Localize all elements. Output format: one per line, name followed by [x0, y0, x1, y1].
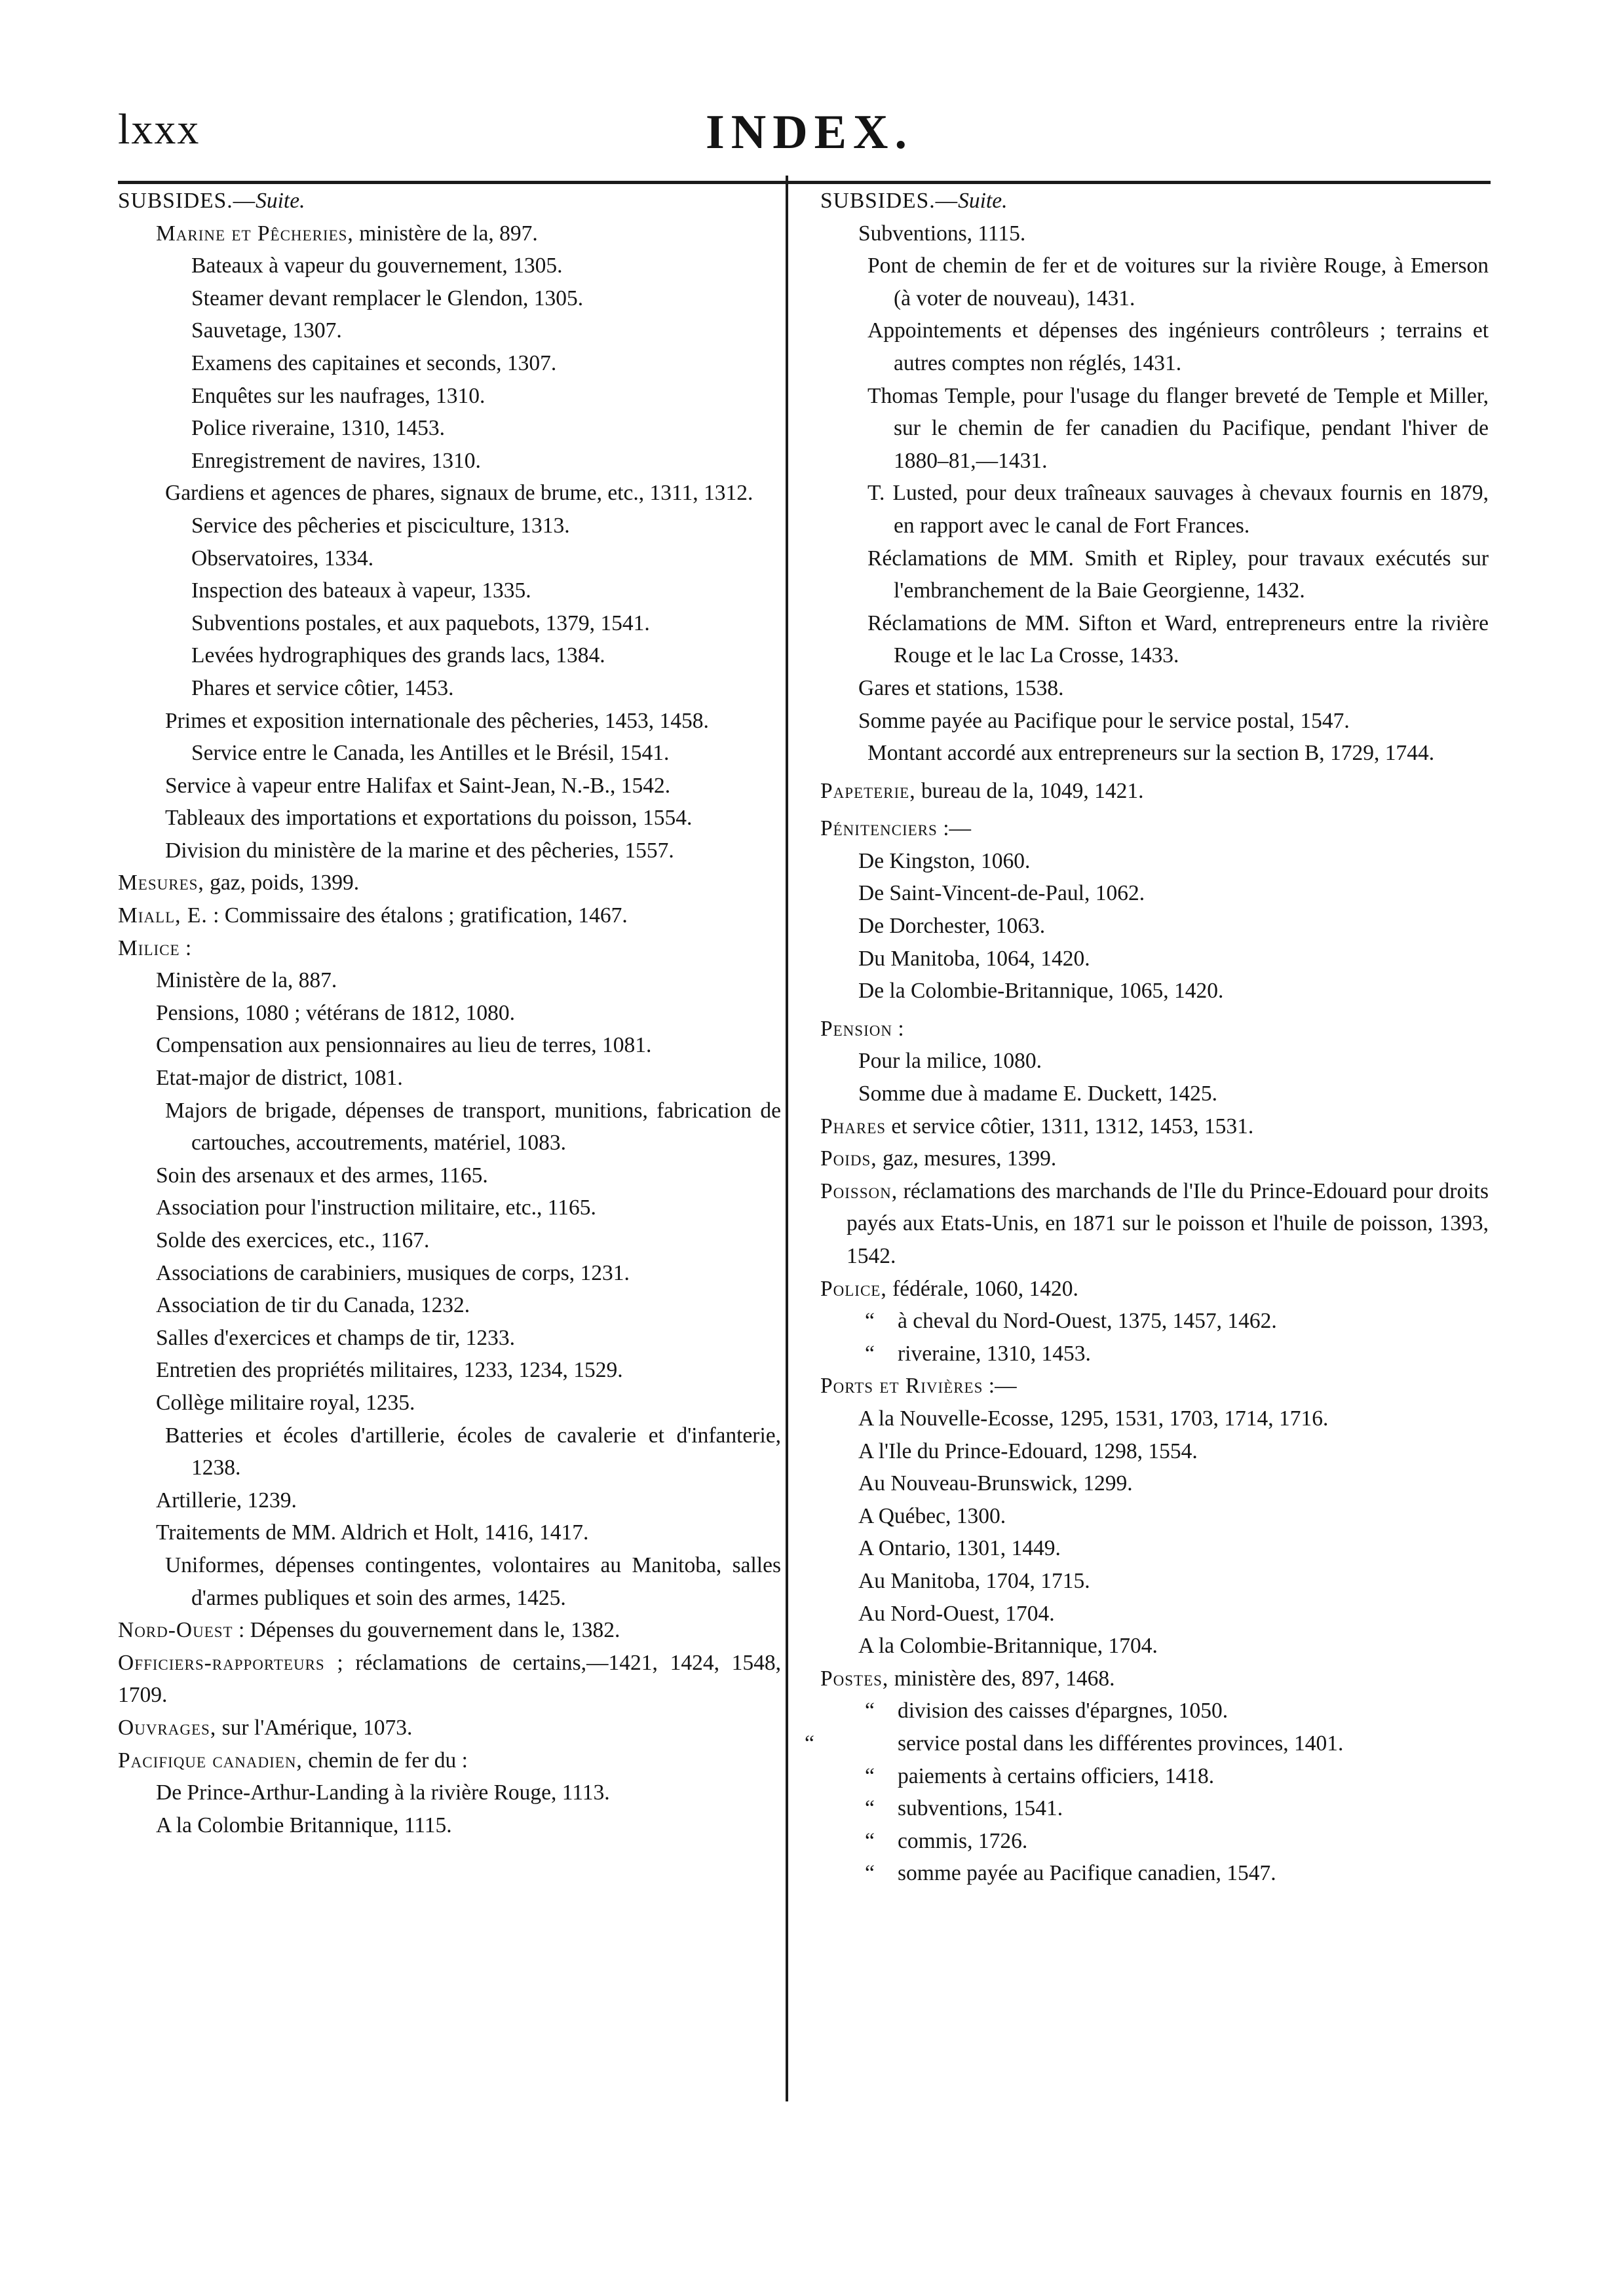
entry-text: ministère des, 897, 1468. — [888, 1666, 1115, 1691]
index-entry — [118, 1744, 781, 1777]
index-entry — [118, 1484, 781, 1517]
index-entry — [820, 1078, 1489, 1110]
index-entry — [820, 1598, 1489, 1630]
index-entry — [118, 542, 781, 575]
entry-text: Association de tir du Canada, 1232. — [156, 1293, 470, 1318]
entry-text: A la Colombie-Britannique, 1704. — [858, 1634, 1158, 1659]
entry-text: : — [180, 935, 192, 960]
entry-text: Pensions, 1080 ; vétérans de 1812, 1080. — [156, 1000, 516, 1025]
index-entry — [820, 705, 1489, 738]
entry-heading: Pension — [820, 1016, 892, 1041]
index-entry — [118, 1289, 781, 1322]
index-entry — [820, 1663, 1489, 1695]
index-entry — [118, 1647, 781, 1712]
entry-text: Steamer devant remplacer le Glendon, 1305. — [191, 286, 584, 311]
index-entry — [118, 250, 781, 282]
entry-text: Subventions postales, et aux paquebots, 1379, 1541. — [191, 611, 650, 635]
index-entry — [118, 1614, 781, 1647]
index-entry — [118, 964, 781, 997]
ditto-mark: “ — [805, 1731, 814, 1756]
entry-text: A la Nouvelle-Ecosse, 1295, 1531, 1703, 1714, 1716. — [858, 1406, 1329, 1431]
entry-text: Primes et exposition internationale des pêcheries, 1453, 1458. — [165, 708, 709, 733]
entry-text: A la Colombie Britannique, 1115. — [156, 1813, 452, 1837]
entry-heading: Poisson, — [820, 1178, 898, 1203]
entry-text: Subventions, 1115. — [858, 221, 1026, 246]
index-entry — [820, 1175, 1489, 1273]
entry-text: : Commissaire des étalons ; gratification, 1467. — [207, 903, 628, 928]
entry-text: : Dépenses du gouvernement dans le, 1382. — [233, 1618, 620, 1643]
entry-text: Batteries et écoles d'artillerie, écoles de cavalerie et d'infanterie, 1238. — [165, 1423, 781, 1480]
entry-heading: Marine et Pêcheries, — [156, 221, 354, 246]
entry-text: Montant accordé aux entrepreneurs sur la section B, 1729, 1744. — [867, 741, 1435, 766]
index-entry — [118, 899, 781, 932]
entry-text: Service entre le Canada, les Antilles et le Brésil, 1541. — [191, 741, 670, 766]
entry-text: Traitements de MM. Aldrich et Holt, 1416, 1417. — [156, 1520, 589, 1545]
entry-text: Division du ministère de la marine et des pêcheries, 1557. — [165, 838, 674, 863]
entry-heading: Milice — [118, 935, 180, 960]
entry-text: A Ontario, 1301, 1449. — [858, 1536, 1061, 1561]
entry-heading: Poids, — [820, 1146, 877, 1171]
header-rule — [118, 181, 1491, 184]
ditto-mark: “ — [865, 1699, 875, 1723]
index-entry — [118, 412, 781, 445]
index-entry — [118, 770, 781, 802]
entry-text: Ministère de la, 887. — [156, 968, 337, 993]
index-entry — [118, 705, 781, 738]
index-entry — [820, 1402, 1489, 1435]
entry-heading: Ports et Rivières — [820, 1374, 983, 1399]
entry-text: Somme due à madame E. Duckett, 1425. — [858, 1082, 1217, 1106]
entry-heading: Nord-Ouest — [118, 1618, 233, 1643]
index-entry — [820, 1630, 1489, 1663]
entry-heading: Ouvrages, — [118, 1715, 217, 1740]
entry-text: Compensation aux pensionnaires au lieu de terres, 1081. — [156, 1033, 652, 1058]
index-entry — [118, 510, 781, 542]
entry-text: à cheval du Nord-Ouest, 1375, 1457, 1462. — [898, 1309, 1277, 1334]
ditto-mark: “ — [865, 1828, 875, 1853]
index-entry — [820, 1565, 1489, 1598]
entry-text: gaz, mesures, 1399. — [877, 1146, 1057, 1171]
index-entry — [118, 1029, 781, 1062]
index-entry — [820, 185, 1489, 217]
entry-text: Association pour l'instruction militaire, etc., 1165. — [156, 1195, 596, 1220]
index-entry — [820, 477, 1489, 542]
entry-text: Réclamations de MM. Smith et Ripley, pour travaux exécutés sur l'embranchement de la Baie Georgienne, 1432. — [867, 546, 1489, 603]
entry-heading: Pacifique canadien, — [118, 1748, 303, 1773]
entry-text: ; réclamations de certains,—1421, 1424, 1548, 1709. — [118, 1650, 781, 1708]
entry-text: Artillerie, 1239. — [156, 1488, 297, 1513]
index-entry — [820, 217, 1489, 250]
index-entry — [118, 574, 781, 607]
entry-text: Bateaux à vapeur du gouvernement, 1305. — [191, 254, 563, 278]
index-entry — [820, 1045, 1489, 1078]
index-entry — [118, 217, 781, 250]
entry-heading: Police, — [820, 1276, 887, 1301]
index-entry — [118, 867, 781, 899]
index-entry — [820, 1532, 1489, 1565]
index-entry — [118, 835, 781, 867]
entry-text: Au Nouveau-Brunswick, 1299. — [858, 1471, 1133, 1496]
ditto-mark: “ — [865, 1861, 875, 1886]
entry-text: Salles d'exercices et champs de tir, 1233. — [156, 1325, 515, 1350]
index-entry — [820, 1273, 1489, 1306]
entry-text: A l'Ile du Prince-Edouard, 1298, 1554. — [858, 1439, 1198, 1463]
right-column — [805, 185, 1489, 1890]
index-entry — [118, 1712, 781, 1744]
index-entry — [118, 1257, 781, 1290]
entry-text: T. Lusted, pour deux traîneaux sauvages à chevaux fournis en 1879, en rapport avec le canal de Fort Frances. — [867, 481, 1489, 538]
index-entry — [820, 1792, 1489, 1825]
index-entry — [118, 1062, 781, 1095]
index-entry — [820, 1142, 1489, 1175]
entry-text: Majors de brigade, dépenses de transport, munitions, fabrication de cartouches, accoutrements, matériel, 1083. — [165, 1098, 781, 1156]
entry-text: subventions, 1541. — [898, 1796, 1063, 1821]
entry-text: Appointements et dépenses des ingénieurs contrôleurs ; terrains et autres comptes non réglés, 1431. — [867, 318, 1489, 375]
entry-text: Pont de chemin de fer et de voitures sur la rivière Rouge, à Emerson (à voter de nouveau), 1431. — [867, 254, 1489, 311]
index-entry — [820, 250, 1489, 314]
index-entry — [820, 877, 1489, 910]
index-entry — [805, 1727, 1489, 1760]
entry-text: Service à vapeur entre Halifax et Saint-Jean, N.-B., 1542. — [165, 773, 671, 798]
index-entry — [820, 1500, 1489, 1533]
index-entry — [118, 1516, 781, 1549]
index-entry — [820, 910, 1489, 943]
index-entry — [820, 975, 1489, 1007]
index-entry — [118, 1224, 781, 1257]
index-entry — [118, 1387, 781, 1420]
entry-text: ministère de la, 897. — [353, 221, 538, 246]
entry-text: Examens des capitaines et seconds, 1307. — [191, 350, 557, 375]
ditto-mark: “ — [865, 1763, 875, 1788]
entry-text: sur l'Amérique, 1073. — [216, 1715, 413, 1740]
index-entry — [118, 1192, 781, 1224]
index-entry — [118, 639, 781, 672]
entry-text: service postal dans les différentes provinces, 1401. — [898, 1731, 1344, 1756]
index-entry — [118, 1809, 781, 1842]
entry-text: Au Manitoba, 1704, 1715. — [858, 1568, 1090, 1593]
entry-text: Thomas Temple, pour l'usage du flanger breveté de Temple et Miller, sur le chemin de fer canadien du Pacifique, pendant l'hiver de 1880–81,—1431. — [867, 383, 1489, 473]
entry-text: Tableaux des importations et exportations du poisson, 1554. — [165, 806, 693, 831]
entry-text: De la Colombie-Britannique, 1065, 1420. — [858, 979, 1224, 1004]
entry-heading: Officiers-rapporteurs — [118, 1650, 325, 1675]
entry-heading: Postes, — [820, 1666, 889, 1691]
entry-text: Collège militaire royal, 1235. — [156, 1390, 415, 1415]
index-entry — [820, 1467, 1489, 1500]
left-column — [118, 185, 781, 1841]
entry-text: chemin de fer du : — [302, 1748, 468, 1773]
entry-text: Gares et stations, 1538. — [858, 675, 1064, 700]
entry-text: bureau de la, 1049, 1421. — [915, 778, 1144, 803]
index-entry — [820, 542, 1489, 607]
index-entry — [820, 1013, 1489, 1045]
index-entry — [118, 932, 781, 965]
ditto-mark: “ — [865, 1309, 875, 1334]
entry-text: Suite. — [958, 189, 1008, 213]
entry-heading: Pénitenciers — [820, 816, 938, 841]
entry-text: et service côtier, 1311, 1312, 1453, 1531. — [886, 1114, 1254, 1139]
index-entry — [118, 477, 781, 510]
entry-text: paiements à certains officiers, 1418. — [898, 1763, 1215, 1788]
ditto-mark: “ — [865, 1341, 875, 1366]
index-entry — [118, 1095, 781, 1159]
entry-heading: Papeterie, — [820, 778, 916, 803]
index-entry — [118, 1549, 781, 1614]
entry-text: De Kingston, 1060. — [858, 848, 1031, 873]
entry-text: réclamations des marchands de l'Ile du Prince-Edouard pour droits payés aux Etats-Unis, en 1871 sur le poisson et l'huile de poisson, 1393, 1542. — [847, 1178, 1489, 1268]
entry-text: gaz, poids, 1399. — [204, 871, 360, 895]
entry-text: somme payée au Pacifique canadien, 1547. — [898, 1861, 1276, 1886]
index-entry — [820, 607, 1489, 672]
entry-heading: Phares — [820, 1114, 886, 1139]
index-entry — [118, 997, 781, 1030]
entry-text: Uniformes, dépenses contingentes, volontaires au Manitoba, salles d'armes publiques et soin des armes, 1425. — [165, 1553, 781, 1610]
index-entry — [820, 1760, 1489, 1793]
entry-text: Levées hydrographiques des grands lacs, 1384. — [191, 643, 605, 668]
index-entry — [820, 1857, 1489, 1890]
index-entry — [820, 1435, 1489, 1468]
index-entry — [118, 1354, 781, 1387]
entry-text: Gardiens et agences de phares, signaux de brume, etc., 1311, 1312. — [165, 481, 753, 506]
entry-text: Phares et service côtier, 1453. — [191, 675, 454, 700]
index-entry — [118, 445, 781, 478]
entry-text: fédérale, 1060, 1420. — [886, 1276, 1078, 1301]
ditto-mark: “ — [865, 1796, 875, 1821]
index-entry — [820, 737, 1489, 770]
entry-text: Pour la milice, 1080. — [858, 1049, 1042, 1074]
entry-text: riveraine, 1310, 1453. — [898, 1341, 1091, 1366]
page-number: lxxx — [118, 105, 200, 153]
entry-text: Du Manitoba, 1064, 1420. — [858, 946, 1090, 971]
index-entry — [118, 1322, 781, 1355]
entry-heading: SUBSIDES.— — [118, 189, 256, 213]
entry-text: :— — [983, 1374, 1017, 1399]
entry-text: Service des pêcheries et pisciculture, 1313. — [191, 513, 570, 538]
entry-heading: Miall, E. — [118, 903, 208, 928]
entry-text: commis, 1726. — [898, 1828, 1028, 1853]
entry-text: Associations de carabiniers, musiques de corps, 1231. — [156, 1260, 630, 1285]
index-entry — [118, 1420, 781, 1484]
index-entry — [820, 314, 1489, 379]
entry-text: : — [892, 1016, 904, 1041]
index-entry — [820, 672, 1489, 705]
entry-text: Police riveraine, 1310, 1453. — [191, 416, 446, 441]
entry-heading: SUBSIDES.— — [820, 189, 959, 213]
entry-text: Enregistrement de navires, 1310. — [191, 448, 481, 473]
index-entry — [118, 737, 781, 770]
entry-text: Sauvetage, 1307. — [191, 318, 342, 343]
index-entry — [820, 1305, 1489, 1338]
index-entry — [820, 1370, 1489, 1402]
index-entry — [820, 943, 1489, 975]
entry-text: Suite. — [256, 189, 305, 213]
entry-text: :— — [937, 816, 972, 841]
index-entry — [118, 314, 781, 347]
index-entry — [820, 775, 1489, 808]
index-entry — [820, 845, 1489, 878]
entry-heading: Mesures, — [118, 871, 204, 895]
entry-text: Réclamations de MM. Sifton et Ward, entrepreneurs entre la rivière Rouge et le lac La Crosse, 1433. — [867, 611, 1489, 668]
index-entry — [820, 1825, 1489, 1858]
index-entry — [118, 185, 781, 217]
entry-text: De Dorchester, 1063. — [858, 914, 1046, 939]
index-entry — [118, 1159, 781, 1192]
entry-text: De Saint-Vincent-de-Paul, 1062. — [858, 881, 1145, 906]
page-title: INDEX. — [706, 105, 913, 159]
index-entry — [118, 347, 781, 380]
entry-text: Entretien des propriétés militaires, 1233, 1234, 1529. — [156, 1358, 623, 1383]
entry-text: Au Nord-Ouest, 1704. — [858, 1601, 1055, 1626]
entry-text: Inspection des bateaux à vapeur, 1335. — [191, 578, 531, 603]
column-divider — [786, 176, 788, 2101]
index-entry — [820, 380, 1489, 478]
index-entry — [118, 672, 781, 705]
entry-text: Etat-major de district, 1081. — [156, 1066, 403, 1091]
index-entry — [820, 812, 1489, 845]
entry-text: Observatoires, 1334. — [191, 546, 374, 571]
index-entry — [118, 380, 781, 413]
index-entry — [118, 607, 781, 640]
index-entry — [820, 1110, 1489, 1143]
entry-text: Enquêtes sur les naufrages, 1310. — [191, 383, 486, 408]
entry-text: A Québec, 1300. — [858, 1503, 1006, 1528]
index-entry — [820, 1338, 1489, 1370]
entry-text: De Prince-Arthur-Landing à la rivière Rouge, 1113. — [156, 1780, 610, 1805]
entry-text: Solde des exercices, etc., 1167. — [156, 1228, 430, 1252]
index-entry — [820, 1695, 1489, 1727]
index-entry — [118, 1777, 781, 1809]
index-entry — [118, 282, 781, 315]
index-entry — [118, 802, 781, 835]
entry-text: Somme payée au Pacifique pour le service postal, 1547. — [858, 708, 1350, 733]
entry-text: Soin des arsenaux et des armes, 1165. — [156, 1163, 488, 1188]
entry-text: division des caisses d'épargnes, 1050. — [898, 1699, 1229, 1723]
